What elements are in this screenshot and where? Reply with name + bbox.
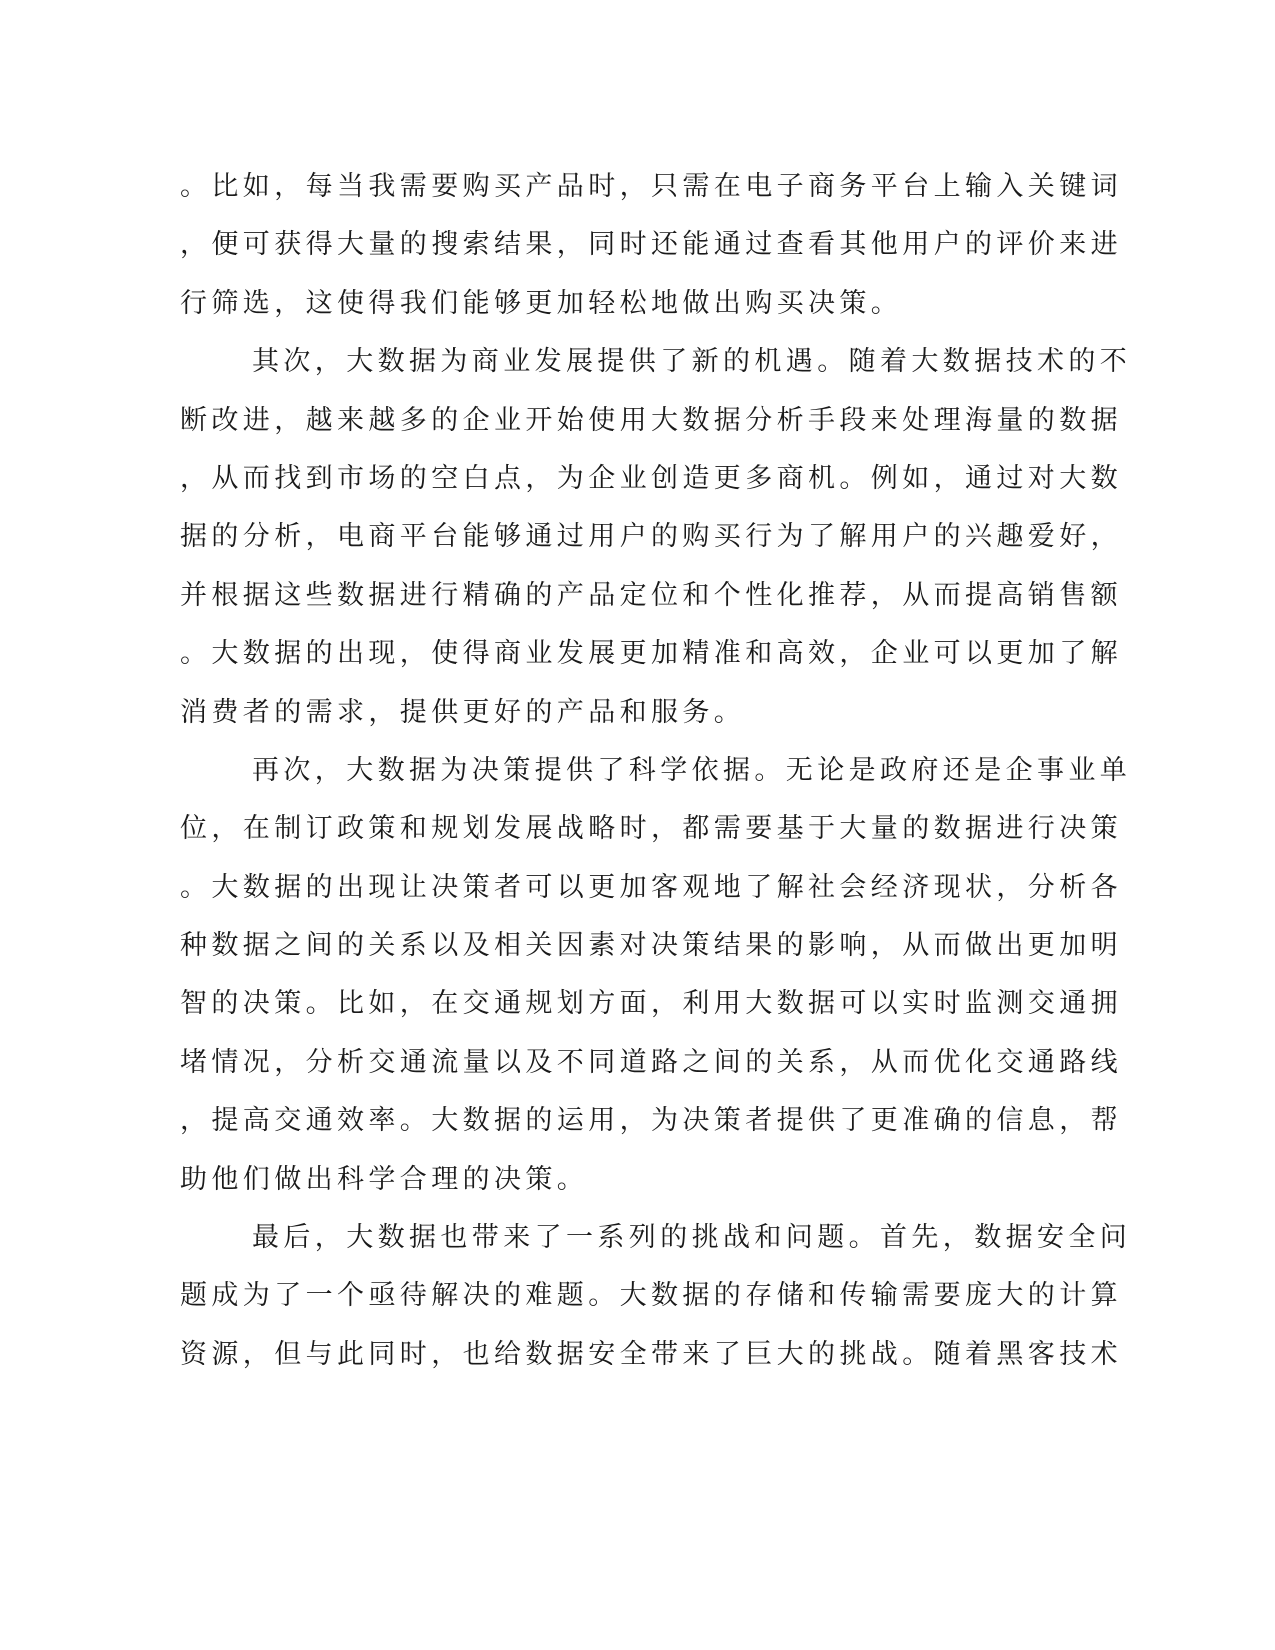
text-line: 位，在制订政策和规划发展战略时，都需要基于大量的数据进行决策 (180, 813, 1122, 845)
body-text (180, 158, 1132, 1384)
text-line: 智的决策。比如，在交通规划方面，利用大数据可以实时监测交通拥 (180, 988, 1122, 1020)
text-line: 据的分析，电商平台能够通过用户的购买行为了解用户的兴趣爱好， (180, 521, 1122, 553)
paragraph-start-line: 其次，大数据为商业发展提供了新的机遇。随着大数据技术的不 (252, 346, 1132, 378)
paragraph-start-line: 再次，大数据为决策提供了科学依据。无论是政府还是企事业单 (252, 754, 1132, 786)
text-line: 。比如，每当我需要购买产品时，只需在电子商务平台上输入关键词 (180, 171, 1122, 202)
text-line: 消费者的需求，提供更好的产品和服务。 (180, 696, 746, 728)
text-line: ，便可获得大量的搜索结果，同时还能通过查看其他用户的评价来进 (180, 229, 1122, 261)
text-line: 种数据之间的关系以及相关因素对决策结果的影响，从而做出更加明 (180, 930, 1122, 962)
text-line: 题成为了一个亟待解决的难题。大数据的存储和传输需要庞大的计算 (180, 1280, 1122, 1312)
text-line: 行筛选，这使得我们能够更加轻松地做出购买决策。 (180, 287, 903, 319)
text-line: 资源，但与此同时，也给数据安全带来了巨大的挑战。随着黑客技术 (180, 1338, 1122, 1370)
text-line: 助他们做出科学合理的决策。 (180, 1163, 589, 1195)
text-line: 堵情况，分析交通流量以及不同道路之间的关系，从而优化交通路线 (180, 1046, 1122, 1078)
text-line: 。大数据的出现让决策者可以更加客观地了解社会经济现状，分析各 (180, 871, 1122, 903)
text-line: 并根据这些数据进行精确的产品定位和个性化推荐，从而提高销售额 (180, 579, 1122, 611)
paragraph-start-line: 最后，大数据也带来了一系列的挑战和问题。首先，数据安全问 (252, 1222, 1132, 1254)
text-line: ，从而找到市场的空白点，为企业创造更多商机。例如，通过对大数 (180, 462, 1122, 494)
text-line: ，提高交通效率。大数据的运用，为决策者提供了更准确的信息，帮 (180, 1105, 1122, 1137)
text-line: 。大数据的出现，使得商业发展更加精准和高效，企业可以更加了解 (180, 638, 1122, 670)
text-line: 断改进，越来越多的企业开始使用大数据分析手段来处理海量的数据 (180, 404, 1122, 436)
